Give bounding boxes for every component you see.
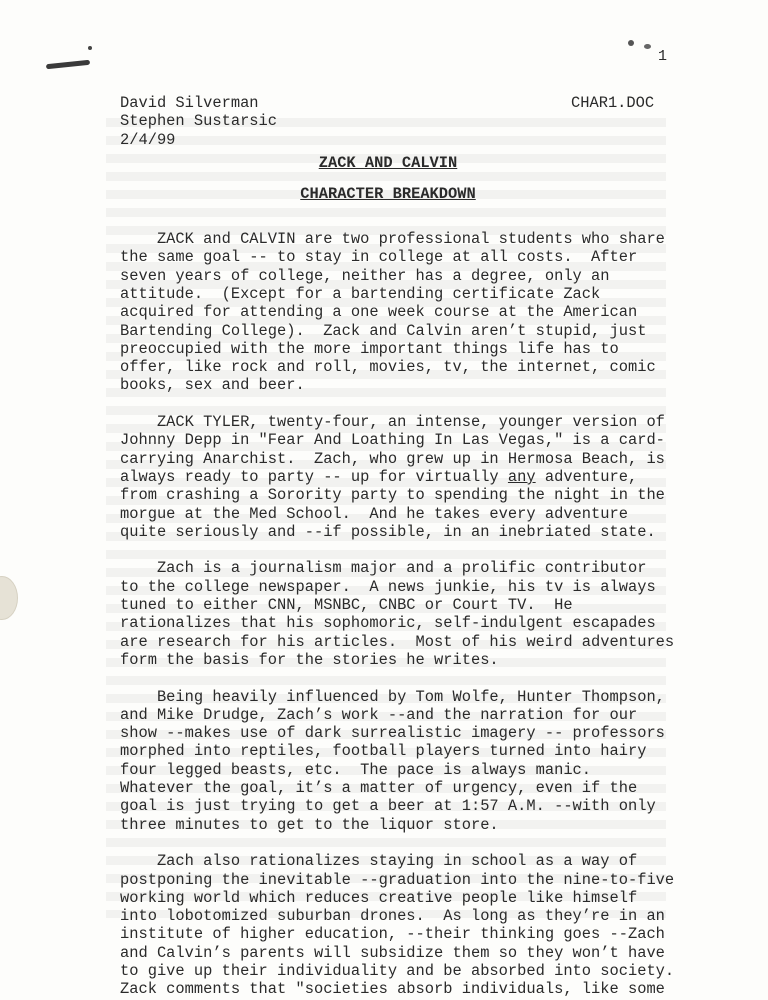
text-line: Zack comments that "societies absorb individuals, like some — [120, 980, 665, 999]
text-line: from crashing a Sorority party to spending the night in the — [120, 486, 665, 505]
text-line: postponing the inevitable --graduation into the nine-to-five — [120, 870, 675, 889]
text-line: form the basis for the stories he writes. — [120, 650, 499, 669]
text-line: show --makes use of dark surrealistic imagery -- professors — [120, 724, 665, 743]
text-line: ZACK and CALVIN are two professional students who share — [120, 230, 665, 248]
ink-smudge — [628, 40, 634, 46]
text-fragment: adventure, — [535, 467, 638, 486]
text-line: Bartending College). Zack and Calvin aren’t stupid, just — [120, 321, 647, 340]
text-line: Being heavily influenced by Tom Wolfe, Hunter Thompson, — [120, 687, 665, 706]
text-line: offer, like rock and roll, movies, tv, the internet, comic — [120, 358, 656, 377]
text-line: Whatever the goal, it’s a matter of urgency, even if the — [120, 779, 638, 797]
file-name: CHAR1.DOC — [571, 94, 655, 112]
text-line: into lobotomized suburban drones. As long as they’re in an — [120, 907, 665, 926]
author-block — [120, 94, 277, 149]
text-line: morphed into reptiles, football players turned into hairy — [120, 742, 647, 761]
text-fragment: always ready to party -- up for virtually — [120, 467, 508, 486]
text-line: seven years of college, neither has a degree, only an — [120, 266, 610, 285]
text-line: carrying Anarchist. Zach, who grew up in Hermosa Beach, is — [120, 449, 665, 468]
text-line: Zach is a journalism major and a prolific contributor — [120, 559, 647, 578]
pen-mark — [46, 60, 90, 70]
text-line: Johnny Depp in "Fear And Loathing In Las Vegas," is a card- — [120, 431, 665, 450]
page-number: 1 — [658, 48, 668, 65]
text-line: four legged beasts, etc. The pace is always manic. — [120, 760, 592, 779]
hole-punch — [0, 576, 18, 620]
text-line: attitude. (Except for a bartending certificate Zack — [120, 284, 601, 303]
text-line: institute of higher education, --their thinking goes --Zach — [120, 925, 665, 944]
text-line: are research for his articles. Most of his weird adventures — [120, 632, 675, 651]
text-line: three minutes to get to the liquor store. — [120, 815, 499, 834]
text-line: working world which reduces creative people like himself — [120, 888, 638, 907]
document-subtitle: CHARACTER BREAKDOWN — [300, 185, 476, 203]
document-date: 2/4/99 — [120, 130, 176, 149]
text-line: and Mike Drudge, Zach’s work --and the narration for our — [120, 705, 638, 724]
text-line: to the college newspaper. A news junkie, his tv is always — [120, 577, 656, 596]
text-line: to give up their individuality and be absorbed into society. — [120, 962, 675, 980]
text-line: the same goal -- to stay in college at all costs. After — [120, 248, 638, 267]
text-line: books, sex and beer. — [120, 376, 305, 395]
text-line: tuned to either CNN, MSNBC, CNBC or Court TV. He — [120, 596, 573, 614]
text-line: acquired for attending a one week course at the American — [120, 303, 638, 322]
text-line: ZACK TYLER, twenty-four, an intense, younger version of — [120, 413, 665, 431]
author-name: David Silverman — [120, 94, 259, 112]
text-line: goal is just trying to get a beer at 1:57 A.M. --with only — [120, 797, 656, 816]
pen-dot — [88, 46, 92, 50]
underlined-word: any — [507, 467, 536, 486]
ink-smudge — [644, 44, 651, 49]
text-line — [120, 468, 637, 486]
document-title: ZACK AND CALVIN — [318, 154, 458, 172]
text-line: rationalizes that his sophomoric, self-indulgent escapades — [120, 614, 656, 633]
text-line: Zach also rationalizes staying in school as a way of — [120, 852, 638, 871]
text-line: quite seriously and --if possible, in an inebriated state. — [120, 522, 656, 541]
text-line: morgue at the Med School. And he takes every adventure — [120, 504, 628, 523]
text-line: preoccupied with the more important things life has to — [120, 339, 619, 358]
text-line: and Calvin’s parents will subsidize them so they won’t have — [120, 943, 665, 962]
author-name: Stephen Sustarsic — [120, 112, 278, 131]
